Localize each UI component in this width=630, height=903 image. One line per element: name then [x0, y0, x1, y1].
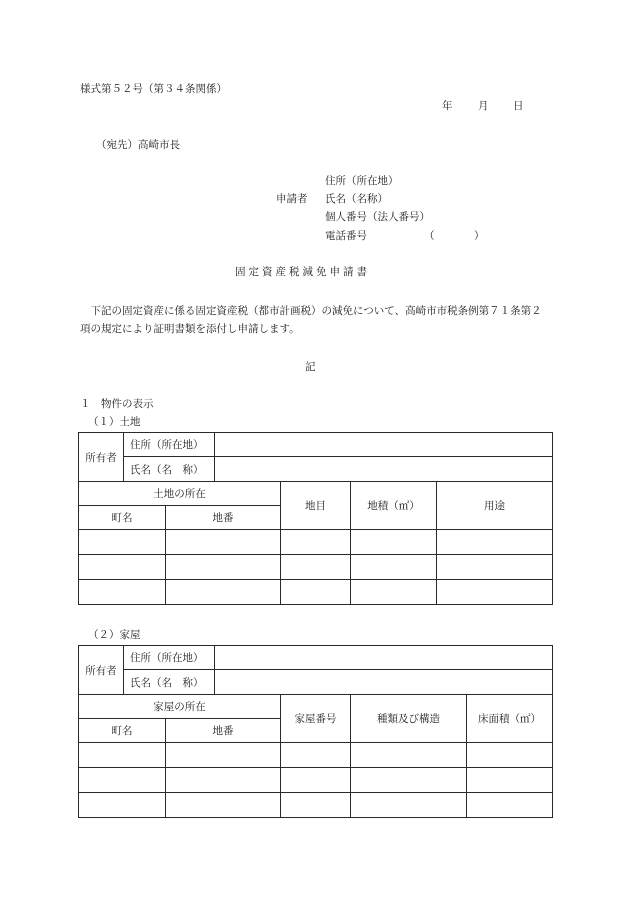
land-row-2-area[interactable]: [351, 555, 437, 580]
applicant-name-label: 氏名（名称）: [325, 193, 388, 205]
ki-label: 記: [305, 361, 316, 373]
land-row-2-chimoku[interactable]: [281, 555, 351, 580]
land-row-2-lot[interactable]: [166, 555, 281, 580]
house-row-2-type[interactable]: [351, 768, 467, 793]
land-area-header: 地積（㎡）: [351, 482, 437, 530]
house-table: [78, 645, 553, 818]
house-row-2-floor-area[interactable]: [467, 768, 553, 793]
applicant-id-label: 個人番号（法人番号）: [325, 211, 430, 223]
land-owner-address-label: 住所（所在地）: [124, 433, 215, 457]
house-row-2-town[interactable]: [79, 768, 166, 793]
form-number: 様式第５２号（第３４条関係）: [80, 83, 227, 95]
applicant-role-label: 申請者: [276, 193, 308, 205]
house-owner-address-value[interactable]: [215, 646, 553, 670]
house-type-header: 種類及び構造: [351, 695, 467, 743]
house-row-1-number[interactable]: [281, 743, 351, 768]
date-year-label: 年: [442, 100, 453, 112]
land-owner-name-value[interactable]: [215, 457, 553, 482]
house-row-3-town[interactable]: [79, 793, 166, 818]
land-row-3-lot[interactable]: [166, 580, 281, 605]
house-location-label: 家屋の所在: [79, 695, 281, 719]
applicant-address-label: 住所（所在地）: [325, 175, 399, 187]
section-heading: １ 物件の表示: [80, 398, 154, 410]
land-town-header: 町名: [79, 506, 166, 530]
phone-close-paren: ）: [474, 230, 485, 242]
house-row-3-type[interactable]: [351, 793, 467, 818]
land-row-2-use[interactable]: [437, 555, 553, 580]
house-row-3-number[interactable]: [281, 793, 351, 818]
house-row-1-floor-area[interactable]: [467, 743, 553, 768]
land-row-1-area[interactable]: [351, 530, 437, 555]
land-owner-address-value[interactable]: [215, 433, 553, 457]
land-heading: （１）土地: [88, 416, 141, 428]
body-text: 下記の固定資産に係る固定資産税（都市計画税）の減免について、高崎市市税条例第７１条第２項の規定により証明書類を添付し申請します。: [80, 305, 542, 335]
house-row-3-floor-area[interactable]: [467, 793, 553, 818]
house-owner-label: 所有者: [79, 646, 124, 695]
house-owner-name-value[interactable]: [215, 670, 553, 695]
house-owner-address-label: 住所（所在地）: [124, 646, 215, 670]
land-owner-name-label: 氏名（名 称）: [124, 457, 215, 482]
house-row-1-town[interactable]: [79, 743, 166, 768]
land-row-3-chimoku[interactable]: [281, 580, 351, 605]
phone-open-paren: （: [424, 230, 435, 242]
house-floor-area-header: 床面積（㎡）: [467, 695, 553, 743]
document-title: 固定資産税減免申請書: [235, 266, 370, 278]
land-row-1-chimoku[interactable]: [281, 530, 351, 555]
house-row-3-lot[interactable]: [166, 793, 281, 818]
land-lot-header: 地番: [166, 506, 281, 530]
land-use-header: 用途: [437, 482, 553, 530]
land-row-1-town[interactable]: [79, 530, 166, 555]
land-row-1-use[interactable]: [437, 530, 553, 555]
land-chimoku-header: 地目: [281, 482, 351, 530]
house-lot-header: 地番: [166, 719, 281, 743]
house-town-header: 町名: [79, 719, 166, 743]
land-row-3-use[interactable]: [437, 580, 553, 605]
house-owner-name-label: 氏名（名 称）: [124, 670, 215, 695]
house-row-1-type[interactable]: [351, 743, 467, 768]
house-number-header: 家屋番号: [281, 695, 351, 743]
land-location-label: 土地の所在: [79, 482, 281, 506]
house-row-1-lot[interactable]: [166, 743, 281, 768]
house-heading: （２）家屋: [88, 629, 141, 641]
body-paragraph: [80, 302, 550, 338]
land-table: [78, 432, 553, 605]
land-row-2-town[interactable]: [79, 555, 166, 580]
house-row-2-number[interactable]: [281, 768, 351, 793]
land-row-1-lot[interactable]: [166, 530, 281, 555]
addressee: （宛先）高崎市長: [96, 139, 180, 151]
land-row-3-area[interactable]: [351, 580, 437, 605]
land-row-3-town[interactable]: [79, 580, 166, 605]
applicant-phone-label: 電話番号: [325, 230, 367, 242]
date-month-label: 月: [478, 100, 489, 112]
land-owner-label: 所有者: [79, 433, 124, 482]
date-day-label: 日: [513, 100, 524, 112]
house-row-2-lot[interactable]: [166, 768, 281, 793]
